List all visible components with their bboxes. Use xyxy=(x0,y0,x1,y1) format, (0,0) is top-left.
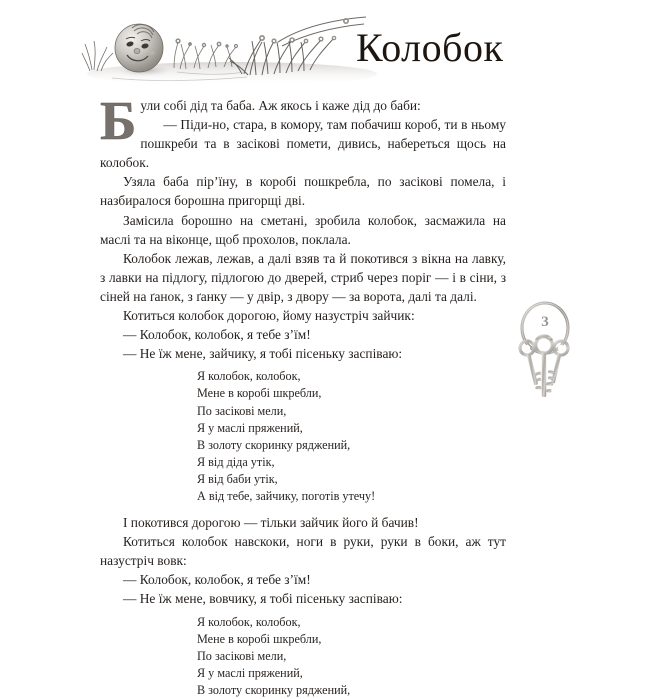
verse-line: А від тебе, зайчику, поготів утечу! xyxy=(197,488,376,503)
verse-line: Я у маслі пряжений, xyxy=(197,665,303,680)
spacer xyxy=(100,505,506,513)
verse-line: Я колобок, колобок, xyxy=(197,614,301,629)
wolf-dialogue-line-1: — Колобок, колобок, я тебе з’їм! xyxy=(123,572,311,588)
verse-line: Я від баби утік, xyxy=(197,471,278,486)
wolf-song-verse xyxy=(100,614,506,699)
verse-line: Я колобок, колобок, xyxy=(197,369,301,384)
verse-line: По засікові мели, xyxy=(197,403,287,418)
verse-line: Мене в коробі шкребли, xyxy=(197,631,322,646)
opening-paragraph-text: ули собі дід та баба. Аж якось і каже дід до баби: xyxy=(140,98,421,113)
verse-line: В золоту скоринку ряджений, xyxy=(197,437,351,452)
paragraph-5: Котиться колобок дорогою, йому назустріч зайчик: xyxy=(123,308,415,324)
verse-line: Я від діда утік, xyxy=(197,454,275,469)
hare-dialogue-line-2: — Не їж мене, зайчику, я тобі пісеньку заспіваю: xyxy=(123,346,403,362)
page-number: 3 xyxy=(541,314,549,330)
after-hare-song-paragraph-1: І покотився дорогою — тільки зайчик його й бачив! xyxy=(123,515,419,531)
page-title: Колобок xyxy=(356,25,504,70)
drop-cap: Б xyxy=(100,90,137,151)
paragraph-4: Колобок лежав, лежав, а далі взяв та й покотився з вікна на лавку, з лавки на підлогу, підлогою до дверей, стриб через поріг — і в сіни, з сіней на ґанок, з ґанку — у двір, з двору — за ворота, далі та далі. xyxy=(100,250,506,304)
verse-line: Мене в коробі шкребли, xyxy=(197,386,322,401)
paragraph-3: Замісила борошно на сметані, зробила колобок, засмажила на маслі та на віконце, щоб прохолов, поклала. xyxy=(100,212,506,247)
verse-line: В золоту скоринку ряджений, xyxy=(197,682,351,697)
paragraph-2: Узяла баба пір’їну, в коробі пошкребла, по засікові помела, і назбиралося борошна пригорщі дві. xyxy=(100,174,506,209)
hare-dialogue-line-1: — Колобок, колобок, я тебе з’їм! xyxy=(123,327,311,343)
verse-line: По засікові мели, xyxy=(197,648,287,663)
text-column xyxy=(100,90,506,699)
verse-line: Я у маслі пряжений, xyxy=(197,420,303,435)
page-header xyxy=(0,0,650,92)
wolf-dialogue-line-2: — Не їж мене, вовчику, я тобі пісеньку заспіваю: xyxy=(123,591,403,607)
paragraph-1: — Піди-но, стара, в комору, там побачиш короб, ти в ньому пошкреби та в засікові помети, дивись, набереться щось на колобок. xyxy=(100,117,506,171)
hare-song-verse xyxy=(100,368,506,505)
after-hare-song-paragraph-2: Котиться колобок навскоки, ноги в руки, руки в боки, аж тут назустріч вовк: xyxy=(100,534,506,569)
kolobok-in-grass-illustration xyxy=(82,8,372,90)
